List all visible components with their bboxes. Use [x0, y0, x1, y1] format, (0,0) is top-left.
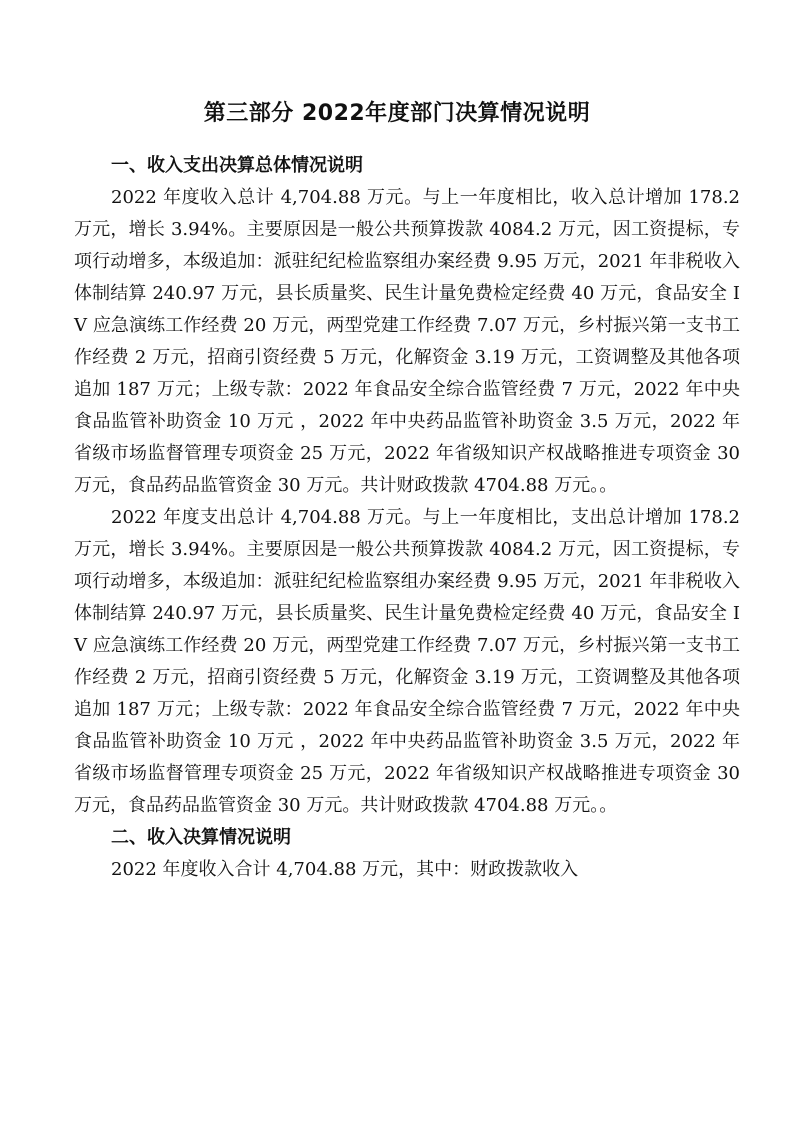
expenditure-summary-paragraph: 2022 年度支出总计 4,704.88 万元。与上一年度相比，支出总计增加 178.2 万元，增长 3.94%。主要原因是一般公共预算拨款 4084.2 万元，因工资提标，专项行动增多，本级追加：派驻纪纪检监察组办案经费 9.95 万元，2021 年非税收入体制结算 240.97 万元，县长质量奖、民生计量免费检定经费 40 万元，食品安全 IV 应急演练工作经费 20 万元，两型党建工作经费 7.07 万元，乡村振兴第一支书工作经费 2 万元，招商引资经费 5 万元，化解资金 3.19 万元，工资调整及其他各项追加 187 万元；上级专款：2022 年食品安全综合监管经费 7 万元，2022 年中央食品监管补助资金 10 万元 ，2022 年中央药品监管补助资金 3.5 万元，2022 年省级市场监督管理专项资金 25 万元，2022 年省级知识产权战略推进专项资金 30 万元，食品药品监管资金 30 万元。共计财政拨款 4704.88 万元。。 — [74, 507, 740, 816]
income-detail-paragraph: 2022 年度收入合计 4,704.88 万元，其中：财政拨款收入 — [111, 859, 579, 880]
section-heading-income: 二、收入决算情况说明 — [111, 827, 291, 848]
income-summary-paragraph: 2022 年度收入总计 4,704.88 万元。与上一年度相比，收入总计增加 178.2 万元，增长 3.94%。主要原因是一般公共预算拨款 4084.2 万元，因工资提标，专项行动增多，本级追加：派驻纪纪检监察组办案经费 9.95 万元，2021 年非税收入体制结算 240.97 万元，县长质量奖、民生计量免费检定经费 40 万元，食品安全 IV 应急演练工作经费 20 万元，两型党建工作经费 7.07 万元，乡村振兴第一支书工作经费 2 万元，招商引资经费 5 万元，化解资金 3.19 万元，工资调整及其他各项追加 187 万元；上级专款：2022 年食品安全综合监管经费 7 万元，2022 年中央食品监管补助资金 10 万元 ，2022 年中央药品监管补助资金 3.5 万元，2022 年省级市场监督管理专项资金 25 万元，2022 年省级知识产权战略推进专项资金 30 万元，食品药品监管资金 30 万元。共计财政拨款 4704.88 万元。。 — [74, 187, 740, 496]
document-title: 第三部分 2022年度部门决算情况说明 — [203, 101, 591, 126]
section-heading-overview: 一、收入支出决算总体情况说明 — [111, 155, 363, 176]
document-body — [74, 150, 740, 886]
